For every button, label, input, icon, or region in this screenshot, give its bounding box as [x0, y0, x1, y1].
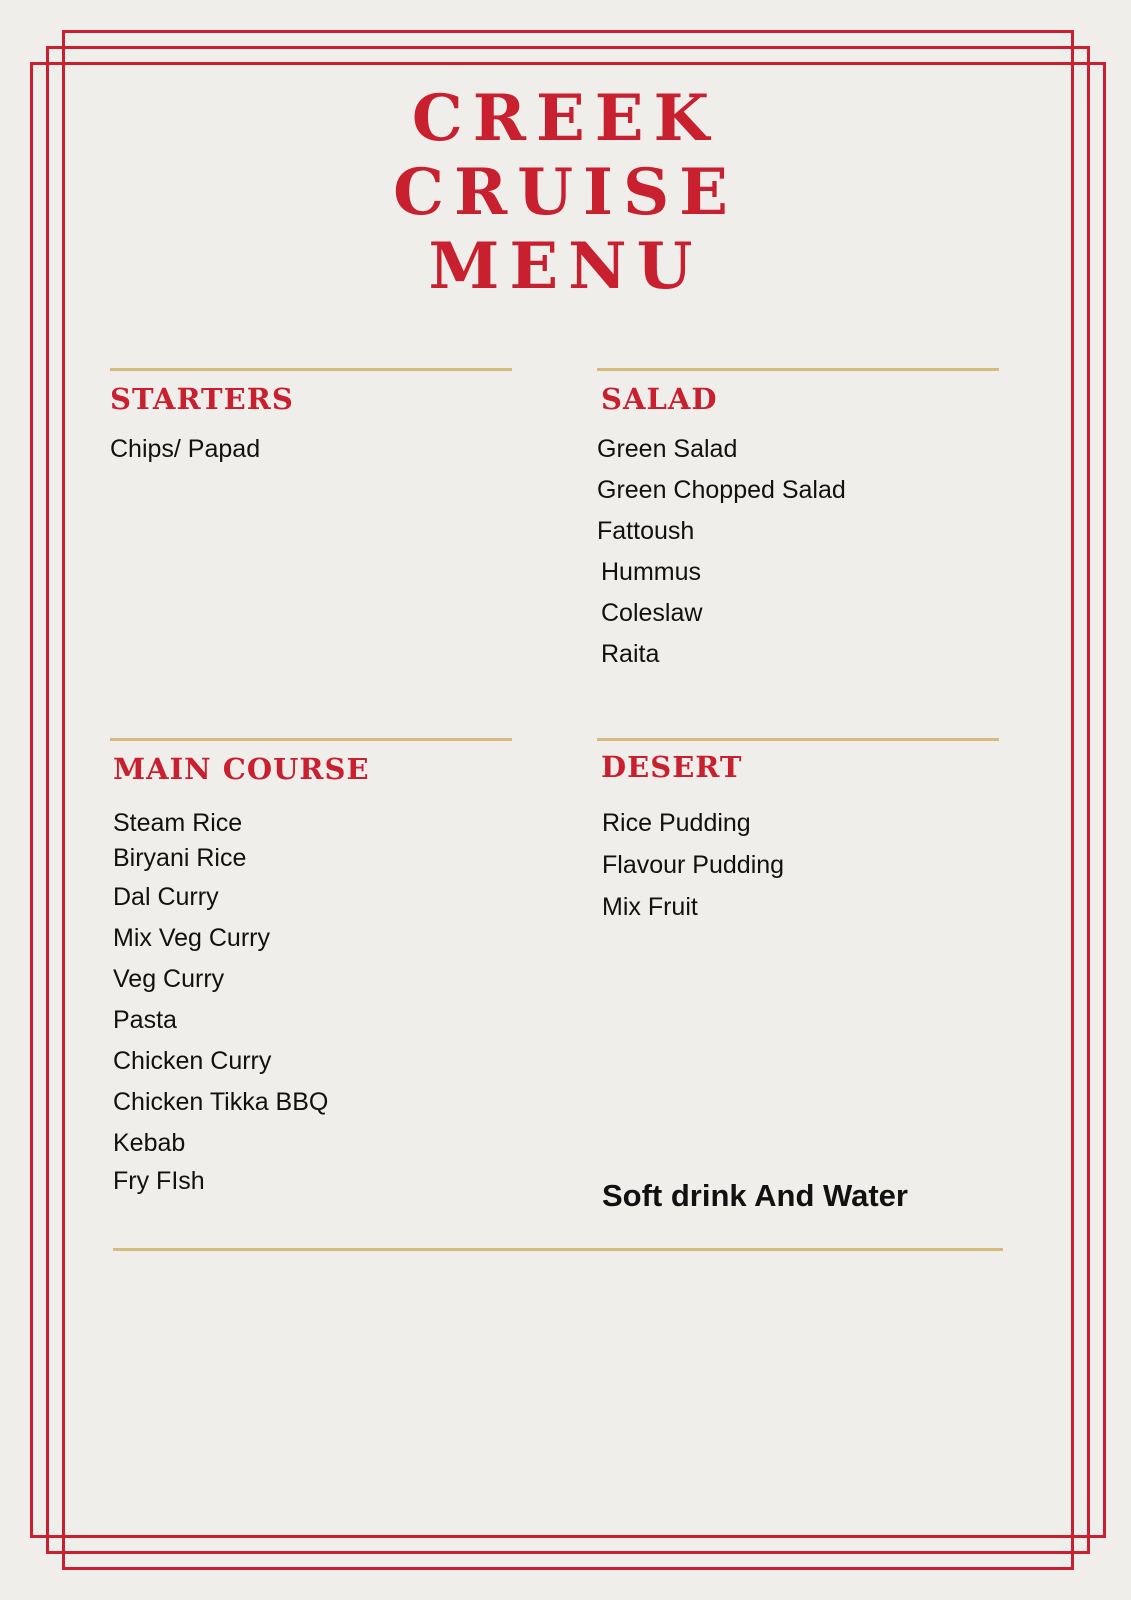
desert-heading: DESERT [601, 750, 743, 784]
salad-item: Coleslaw [601, 599, 703, 627]
main-course-item: Veg Curry [113, 965, 225, 993]
title-line-2: CRUISE [393, 155, 738, 230]
desert-item: Rice Pudding [602, 809, 751, 837]
starters-item: Chips/ Papad [110, 435, 261, 463]
main-course-item: Mix Veg Curry [113, 924, 270, 952]
title-line-1: CREEK [411, 81, 720, 156]
drinks-note: Soft drink And Water [602, 1178, 908, 1213]
starters-heading: STARTERS [110, 382, 294, 416]
salad-divider [597, 368, 999, 371]
salad-item: Green Chopped Salad [597, 476, 846, 504]
starters-divider [110, 368, 512, 371]
main-course-item: Fry FIsh [113, 1167, 205, 1195]
main-course-heading: MAIN COURSE [113, 752, 370, 786]
bottom-divider [113, 1248, 1003, 1251]
main-course-item: Steam Rice [113, 809, 243, 837]
salad-item: Hummus [601, 558, 702, 586]
main-course-item: Pasta [113, 1006, 177, 1034]
main-course-item: Chicken Curry [113, 1047, 272, 1075]
salad-item: Fattoush [597, 517, 695, 545]
main-course-item: Kebab [113, 1129, 186, 1157]
main-course-item: Chicken Tikka BBQ [113, 1088, 329, 1116]
main-course-item: Biryani Rice [113, 844, 247, 872]
desert-item: Flavour Pudding [602, 851, 785, 879]
salad-item: Green Salad [597, 435, 738, 463]
salad-item: Raita [601, 640, 660, 668]
main-course-item: Dal Curry [113, 883, 219, 911]
desert-item: Mix Fruit [602, 893, 698, 921]
desert-divider [597, 738, 999, 741]
salad-heading: SALAD [601, 382, 718, 416]
title-line-3: MENU [428, 229, 703, 304]
menu-title [0, 82, 1131, 304]
main-course-divider [110, 738, 512, 741]
